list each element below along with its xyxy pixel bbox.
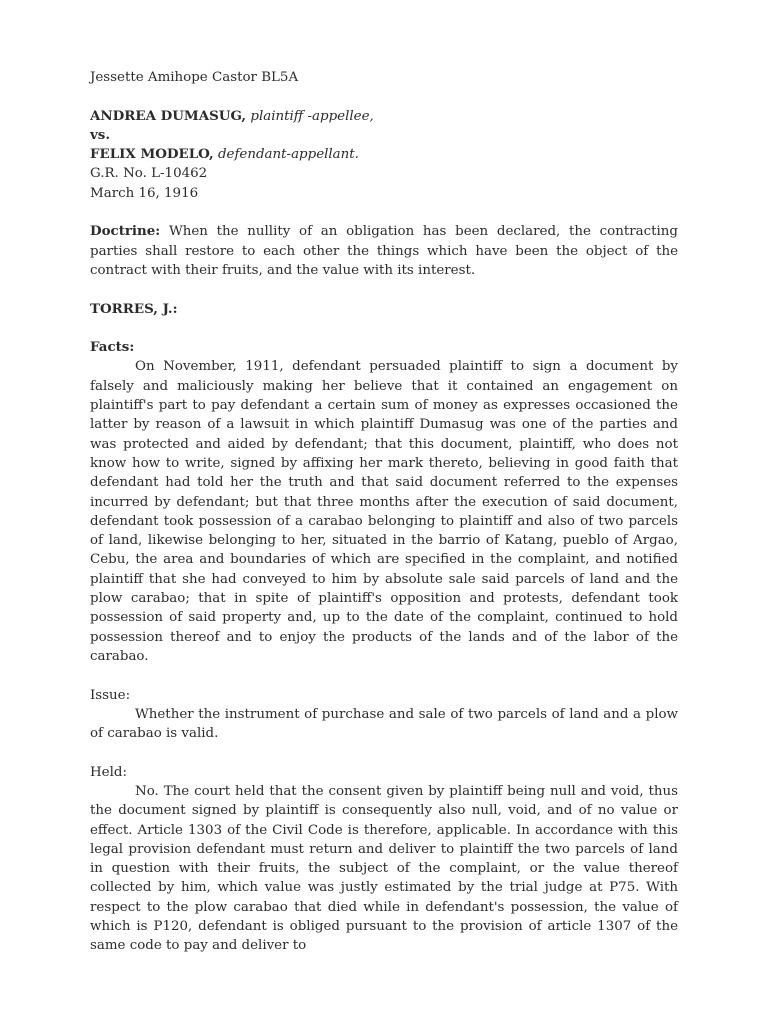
gr-number: G.R. No. L-10462 (90, 166, 208, 182)
spacer (90, 203, 678, 222)
doctrine-label: Doctrine: (90, 223, 161, 240)
spacer (90, 743, 678, 762)
issue-heading: Issue: (90, 687, 131, 703)
spacer (90, 280, 678, 299)
ponente: TORRES, J.: (90, 300, 178, 317)
decision-date: March 16, 1916 (90, 185, 199, 201)
plaintiff-line (90, 107, 678, 126)
case-caption (90, 107, 678, 203)
defendant-line (90, 145, 678, 164)
held-text: No. The court held that the consent given by plaintiff being null and void, thus the document signed by plaintiff is consequently also null, void, and of no value or effect. Article 1303 of the Civil Code is therefore, applicable. In accordance with this legal provision defendant must return and deliver to plaintiff the two parcels of land in question with their fruits, the subject of the complaint, or the value thereof collected by him, which value was justly estimated by the trial judge at P75. With respect to the plow carabao that died while in defendant's possession, the value of which is P120, defendant is obliged pursuant to the provision of article 1307 of the same code to pay and deliver to (90, 783, 678, 954)
plaintiff-role: plaintiff -appellee, (250, 108, 374, 124)
spacer (90, 666, 678, 685)
author-line: Jessette Amihope Castor BL5A (90, 70, 299, 85)
spacer (90, 87, 678, 106)
versus: vs. (90, 126, 110, 143)
defendant-role: defendant-appellant. (217, 147, 359, 163)
held-heading: Held: (90, 764, 127, 780)
document-page (90, 68, 678, 956)
spacer (90, 319, 678, 338)
issue-text: Whether the instrument of purchase and sale of two parcels of land and a plow of carabao is valid. (90, 706, 678, 742)
facts-text: On November, 1911, defendant persuaded plaintiff to sign a document by falsely and maliciously making her believe that it contained an engagement on plaintiff's part to pay defendant a certain sum of money as expresses occasioned the latter by reason of a lawsuit in which plaintiff Dumasug was one of the parties and was protected and aided by defendant; that this document, plaintiff, who does not know how to write, signed by affixing her mark thereto, believing in good faith that defendant had told her the truth and that said document referred to the expenses incurred by defendant; but that three months after the execution of said document, defendant took possession of a carabao belonging to plaintiff and also of two parcels of land, likewise belonging to her, situated in the barrio of Katang, pueblo of Argao, Cebu, the area and boundaries of which are specified in the complaint, and notified plaintiff that she had conveyed to him by absolute sale said parcels of land and the plow carabao; that in spite of plaintiff's opposition and protests, defendant took possession of said property and, up to the date of the complaint, continued to hold possession thereof and to enjoy the products of the lands and of the labor of the carabao. (90, 359, 678, 664)
defendant-name: FELIX MODELO, (90, 146, 214, 163)
doctrine-text: When the nullity of an obligation has been declared, the contracting parties shall restore to each other the things which have been the object of the contract with their fruits, and the value with its interest. (90, 224, 678, 278)
facts-heading: Facts: (90, 339, 135, 356)
doctrine-paragraph (90, 222, 678, 280)
plaintiff-name: ANDREA DUMASUG, (90, 107, 247, 124)
